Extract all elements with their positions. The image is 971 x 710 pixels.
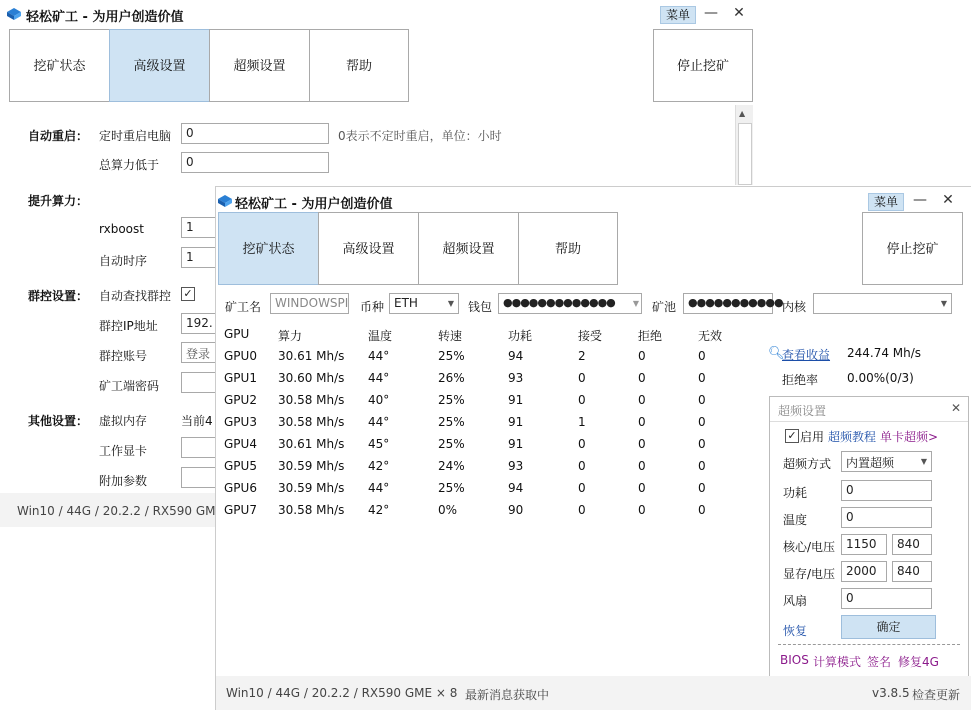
app-title: 轻松矿工 - 为用户创造价值 bbox=[235, 197, 393, 212]
table-cell: 0 bbox=[698, 371, 706, 385]
table-cell: 0 bbox=[578, 371, 586, 385]
table-cell: 2 bbox=[578, 349, 586, 363]
section-other: 其他设置： bbox=[28, 414, 89, 428]
stop-mining-button[interactable]: 停止挖矿 bbox=[653, 29, 753, 102]
timer-restart-hint: 0表示不定时重启，单位：小时 bbox=[338, 129, 502, 143]
tab-overclock-settings[interactable]: 超频设置 bbox=[418, 212, 519, 285]
temperature-label: 温度 bbox=[783, 513, 808, 527]
overclock-panel-close-icon[interactable]: ✕ bbox=[951, 401, 962, 415]
tab-mining-status[interactable]: 挖矿状态 bbox=[9, 29, 110, 102]
table-cell: 0 bbox=[638, 437, 646, 451]
app-logo-icon bbox=[218, 195, 232, 207]
close-button[interactable]: ✕ bbox=[942, 192, 954, 208]
table-cell: 42° bbox=[368, 459, 390, 473]
working-gpu-label: 工作显卡 bbox=[99, 444, 148, 458]
timer-restart-input[interactable]: 0 bbox=[181, 123, 329, 144]
table-cell: 26% bbox=[438, 371, 465, 385]
virtual-memory-label: 虚拟内存 bbox=[99, 414, 148, 428]
auto-find-group-label: 自动查找群控 bbox=[99, 289, 172, 303]
scrollbar[interactable] bbox=[735, 105, 753, 185]
coin-value: ETH bbox=[394, 296, 418, 310]
tab-advanced-settings[interactable]: 高级设置 bbox=[318, 212, 419, 285]
kernel-label: 内核 bbox=[782, 300, 807, 314]
table-cell: 93 bbox=[508, 459, 524, 473]
table-cell: 45° bbox=[368, 437, 390, 451]
table-cell: 0 bbox=[638, 481, 646, 495]
app-logo-icon bbox=[7, 8, 21, 20]
memory-voltage-input[interactable]: 840 bbox=[892, 561, 932, 582]
single-card-overclock-link[interactable]: 单卡超频> bbox=[880, 430, 939, 444]
table-cell: 0 bbox=[638, 371, 646, 385]
table-cell: 25% bbox=[438, 415, 465, 429]
table-cell: 0 bbox=[578, 459, 586, 473]
reject-rate-value: 0.00%(0/3) bbox=[847, 371, 914, 385]
chevron-down-icon: ▼ bbox=[940, 299, 947, 308]
table-cell: 94 bbox=[508, 481, 524, 495]
magnifier-icon: 🔍︎ bbox=[768, 346, 785, 361]
status-system-info: Win10 / 44G / 20.2.2 / RX590 GME × 8 bbox=[226, 686, 458, 700]
table-cell: GPU7 bbox=[224, 503, 257, 517]
auto-find-group-checkbox[interactable]: ✓ bbox=[181, 287, 195, 301]
table-cell: 91 bbox=[508, 393, 524, 407]
fix-4g-link[interactable]: 修复4G bbox=[898, 655, 939, 669]
view-earnings-link[interactable]: 查看收益 bbox=[782, 348, 831, 362]
table-cell: 0 bbox=[578, 481, 586, 495]
group-account-label: 群控账号 bbox=[99, 349, 148, 363]
table-cell: 94 bbox=[508, 349, 524, 363]
section-boost: 提升算力： bbox=[28, 194, 89, 208]
table-cell: 30.59 Mh/s bbox=[278, 459, 345, 473]
coin-select[interactable] bbox=[389, 293, 459, 314]
enable-overclock-checkbox[interactable]: ✓ bbox=[785, 429, 799, 443]
table-cell: 0 bbox=[698, 437, 706, 451]
tab-help[interactable]: 帮助 bbox=[309, 29, 409, 102]
table-cell: 91 bbox=[508, 415, 524, 429]
column-header: 功耗 bbox=[508, 329, 533, 343]
fan-label: 风扇 bbox=[783, 594, 808, 608]
column-header: 转速 bbox=[438, 329, 463, 343]
miner-name-input[interactable]: WINDOWSPI bbox=[270, 293, 349, 314]
table-cell: 30.59 Mh/s bbox=[278, 481, 345, 495]
core-voltage-input[interactable]: 840 bbox=[892, 534, 932, 555]
status-system-info: Win10 / 44G / 20.2.2 / RX590 GM bbox=[17, 504, 216, 518]
scroll-thumb[interactable] bbox=[738, 123, 752, 185]
group-ip-input[interactable]: 192. bbox=[181, 313, 216, 334]
table-cell: 44° bbox=[368, 371, 390, 385]
column-header: 无效 bbox=[698, 329, 723, 343]
auto-timing-label: 自动时序 bbox=[99, 254, 148, 268]
table-cell: 0 bbox=[698, 349, 706, 363]
table-cell: 0 bbox=[578, 393, 586, 407]
table-cell: 44° bbox=[368, 415, 390, 429]
table-cell: 0 bbox=[698, 481, 706, 495]
table-cell: 30.61 Mh/s bbox=[278, 349, 345, 363]
table-cell: 0 bbox=[638, 503, 646, 517]
column-header: 温度 bbox=[368, 329, 393, 343]
table-cell: 93 bbox=[508, 371, 524, 385]
overclock-panel-title: 超频设置 bbox=[778, 404, 827, 418]
table-cell: 1 bbox=[578, 415, 586, 429]
total-hashrate: 244.74 Mh/s bbox=[847, 346, 922, 360]
title-bar bbox=[0, 0, 760, 28]
core-clock-input[interactable]: 1150 bbox=[841, 534, 887, 555]
table-cell: 42° bbox=[368, 503, 390, 517]
table-cell: 0 bbox=[578, 503, 586, 517]
memory-voltage-label: 显存/电压 bbox=[783, 567, 836, 581]
table-cell: 30.61 Mh/s bbox=[278, 437, 345, 451]
table-cell: 30.60 Mh/s bbox=[278, 371, 345, 385]
chevron-down-icon: ▼ bbox=[920, 457, 927, 466]
tab-overclock-settings[interactable]: 超频设置 bbox=[209, 29, 310, 102]
confirm-button[interactable]: 确定 bbox=[841, 615, 936, 639]
table-cell: 90 bbox=[508, 503, 524, 517]
chevron-down-icon: ▼ bbox=[447, 299, 454, 308]
minimize-button[interactable]: — bbox=[913, 192, 927, 208]
auto-timing-input[interactable]: 1 bbox=[181, 247, 216, 268]
column-header: 接受 bbox=[578, 329, 603, 343]
column-header: 算力 bbox=[278, 329, 303, 343]
rxboost-label: rxboost bbox=[99, 222, 144, 236]
version-label: v3.8.5 bbox=[872, 686, 910, 700]
menu-button[interactable]: 菜单 bbox=[868, 193, 904, 211]
table-cell: 0 bbox=[698, 393, 706, 407]
overclock-tutorial-link[interactable]: 超频教程 bbox=[828, 430, 877, 444]
pool-input[interactable]: ●●●●●●●●●●● bbox=[683, 293, 773, 314]
status-bar bbox=[0, 493, 215, 527]
restore-link[interactable]: 恢复 bbox=[783, 624, 808, 638]
menu-button[interactable]: 菜单 bbox=[660, 6, 696, 24]
table-cell: 44° bbox=[368, 349, 390, 363]
column-header: GPU bbox=[224, 327, 250, 341]
table-cell: 0 bbox=[698, 459, 706, 473]
reject-rate-label: 拒绝率 bbox=[782, 373, 819, 387]
divider bbox=[770, 421, 968, 422]
tab-advanced-settings[interactable]: 高级设置 bbox=[109, 29, 210, 102]
table-cell: 0 bbox=[638, 349, 646, 363]
miner-password-input[interactable] bbox=[181, 372, 216, 393]
table-cell: 30.58 Mh/s bbox=[278, 393, 345, 407]
overclock-mode-value: 内置超频 bbox=[846, 456, 895, 470]
wallet-label: 钱包 bbox=[468, 300, 493, 314]
scroll-up-icon[interactable]: ▲ bbox=[739, 109, 746, 118]
table-cell: GPU2 bbox=[224, 393, 257, 407]
virtual-memory-value: 当前4 bbox=[181, 414, 213, 428]
enable-overclock-label: 启用 bbox=[800, 430, 825, 444]
table-cell: 25% bbox=[438, 481, 465, 495]
front-window bbox=[215, 186, 971, 710]
close-button[interactable]: ✕ bbox=[733, 5, 745, 21]
power-input[interactable]: 0 bbox=[841, 480, 932, 501]
section-group-control: 群控设置： bbox=[28, 289, 89, 303]
group-ip-label: 群控IP地址 bbox=[99, 319, 158, 333]
table-cell: 30.58 Mh/s bbox=[278, 415, 345, 429]
bios-link[interactable]: BIOS bbox=[780, 653, 809, 667]
wallet-select[interactable] bbox=[498, 293, 642, 314]
table-cell: 25% bbox=[438, 393, 465, 407]
coin-label: 币种 bbox=[360, 300, 385, 314]
table-cell: 30.58 Mh/s bbox=[278, 503, 345, 517]
miner-name-label: 矿工名 bbox=[225, 300, 262, 314]
table-cell: GPU1 bbox=[224, 371, 257, 385]
core-voltage-label: 核心/电压 bbox=[783, 540, 836, 554]
table-cell: 91 bbox=[508, 437, 524, 451]
tab-mining-status[interactable]: 挖矿状态 bbox=[218, 212, 319, 285]
miner-password-label: 矿工端密码 bbox=[99, 379, 160, 393]
table-cell: GPU3 bbox=[224, 415, 257, 429]
chevron-down-icon: ▼ bbox=[632, 299, 638, 308]
status-bar bbox=[216, 676, 971, 710]
rxboost-input[interactable]: 1 bbox=[181, 217, 216, 238]
table-cell: 0 bbox=[638, 393, 646, 407]
table-cell: 25% bbox=[438, 349, 465, 363]
temperature-input[interactable]: 0 bbox=[841, 507, 932, 528]
kernel-select[interactable] bbox=[813, 293, 952, 314]
tab-help[interactable]: 帮助 bbox=[518, 212, 618, 285]
check-update-link[interactable]: 检查更新 bbox=[912, 688, 961, 702]
overclock-mode-label: 超频方式 bbox=[783, 457, 832, 471]
table-cell: 0 bbox=[698, 415, 706, 429]
memory-clock-input[interactable]: 2000 bbox=[841, 561, 887, 582]
column-header: 拒绝 bbox=[638, 329, 663, 343]
status-message: 最新消息获取中 bbox=[465, 688, 550, 702]
table-cell: 24% bbox=[438, 459, 465, 473]
table-cell: 0 bbox=[698, 503, 706, 517]
extra-args-label: 附加参数 bbox=[99, 474, 148, 488]
table-cell: 0 bbox=[638, 415, 646, 429]
table-cell: 0 bbox=[578, 437, 586, 451]
overclock-panel bbox=[769, 396, 969, 677]
app-title: 轻松矿工 - 为用户创造价值 bbox=[26, 10, 184, 25]
divider bbox=[778, 644, 960, 645]
table-cell: 0% bbox=[438, 503, 458, 517]
table-cell: 25% bbox=[438, 437, 465, 451]
wallet-value: ●●●●●●●●●●●●● bbox=[503, 296, 615, 309]
pool-label: 矿池 bbox=[652, 300, 677, 314]
sign-link[interactable]: 签名 bbox=[867, 655, 892, 669]
table-cell: GPU4 bbox=[224, 437, 257, 451]
stop-mining-button[interactable]: 停止挖矿 bbox=[862, 212, 963, 285]
title-bar bbox=[216, 187, 971, 215]
table-cell: 40° bbox=[368, 393, 390, 407]
table-cell: GPU5 bbox=[224, 459, 257, 473]
table-cell: GPU6 bbox=[224, 481, 257, 495]
section-auto-restart: 自动重启： bbox=[28, 129, 89, 143]
compute-mode-link[interactable]: 计算模式 bbox=[813, 655, 862, 669]
table-cell: 44° bbox=[368, 481, 390, 495]
timer-restart-label: 定时重启电脑 bbox=[99, 129, 172, 143]
table-cell: GPU0 bbox=[224, 349, 257, 363]
overclock-mode-select[interactable] bbox=[841, 451, 932, 472]
hashrate-below-label: 总算力低于 bbox=[99, 158, 160, 172]
extra-args-input[interactable] bbox=[181, 467, 216, 488]
group-account-input[interactable]: 登录 bbox=[181, 342, 216, 363]
table-cell: 0 bbox=[638, 459, 646, 473]
hashrate-below-input[interactable]: 0 bbox=[181, 152, 329, 173]
working-gpu-input[interactable] bbox=[181, 437, 216, 458]
power-label: 功耗 bbox=[783, 486, 808, 500]
minimize-button[interactable]: — bbox=[704, 5, 718, 21]
fan-input[interactable]: 0 bbox=[841, 588, 932, 609]
